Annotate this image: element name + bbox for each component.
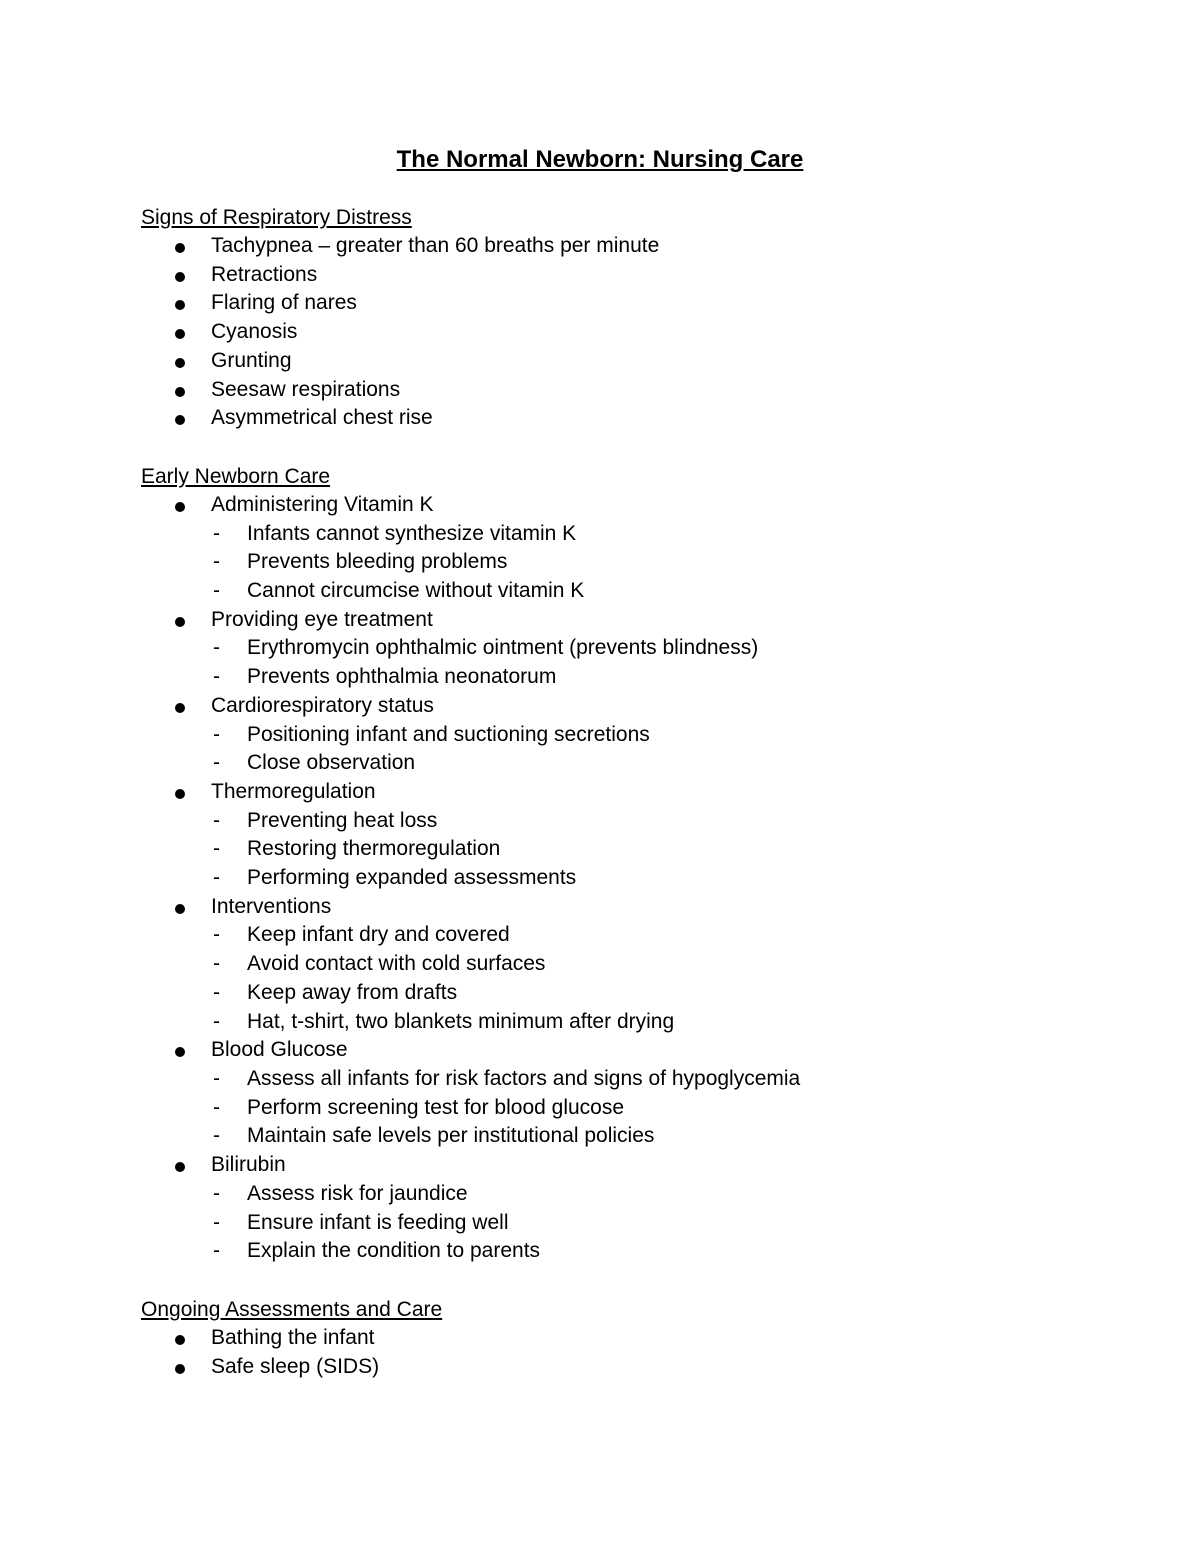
section-heading: Early Newborn Care	[141, 464, 331, 488]
sub-item-text: Preventing heat loss	[247, 808, 438, 832]
sub-item-text: Erythromycin ophthalmic ointment (prevents blindness)	[247, 636, 759, 660]
sub-list	[211, 921, 1121, 1036]
sub-item-text: Infants cannot synthesize vitamin K	[247, 521, 577, 545]
sub-item-text: Positioning infant and suctioning secretions	[247, 722, 650, 746]
dash-icon: -	[213, 579, 220, 603]
dash-icon: -	[213, 837, 220, 861]
bullet-text: Administering Vitamin K	[211, 492, 434, 516]
bullet-text: Tachypnea – greater than 60 breaths per minute	[211, 234, 660, 257]
bullet-text: Cyanosis	[211, 320, 298, 344]
sub-item	[211, 1237, 1121, 1266]
dash-icon: -	[213, 808, 220, 832]
dash-icon: -	[213, 1239, 220, 1263]
bullet-icon	[175, 1047, 185, 1057]
bullet-item	[141, 261, 1121, 290]
sub-list	[211, 634, 1121, 691]
bullet-item	[141, 1151, 1121, 1266]
bullet-list	[141, 491, 1121, 1266]
dash-icon: -	[213, 980, 220, 1004]
dash-icon: -	[213, 1181, 220, 1205]
dash-icon: -	[213, 1124, 220, 1148]
bullet-text: Grunting	[211, 348, 292, 372]
sub-item-text: Restoring thermoregulation	[247, 837, 501, 861]
bullet-icon	[175, 617, 185, 627]
bullet-item	[141, 347, 1121, 376]
bullet-icon	[175, 789, 185, 799]
bullet-text: Thermoregulation	[211, 779, 376, 803]
bullet-text: Safe sleep (SIDS)	[211, 1354, 380, 1378]
bullet-text: Seesaw respirations	[211, 377, 401, 401]
bullet-icon	[175, 415, 185, 425]
sub-item-text: Hat, t-shirt, two blankets minimum after drying	[247, 1009, 675, 1033]
bullet-item	[141, 692, 1121, 778]
sub-item-text: Performing expanded assessments	[247, 866, 577, 890]
sub-item-text: Close observation	[247, 751, 416, 775]
bullet-item	[141, 232, 1121, 261]
dash-icon: -	[213, 751, 220, 775]
bullet-item	[141, 318, 1121, 347]
document-body	[141, 203, 1121, 1410]
sub-item-text: Avoid contact with cold surfaces	[247, 952, 546, 976]
bullet-text: Providing eye treatment	[211, 607, 433, 631]
bullet-text: Flaring of nares	[211, 291, 357, 315]
sub-item-text: Assess all infants for risk factors and signs of hypoglycemia	[247, 1066, 801, 1090]
sub-item	[211, 1122, 1121, 1151]
bullet-text: Asymmetrical chest rise	[211, 406, 433, 430]
bullet-text: Cardiorespiratory status	[211, 693, 434, 717]
sub-item-text: Ensure infant is feeding well	[247, 1210, 509, 1234]
bullet-item	[141, 893, 1121, 1037]
dash-icon: -	[213, 521, 220, 545]
dash-icon: -	[213, 1066, 220, 1090]
sub-item	[211, 749, 1121, 778]
sub-item-text: Assess risk for jaundice	[247, 1181, 468, 1205]
bullet-text: Bilirubin	[211, 1153, 286, 1177]
bullet-icon	[175, 703, 185, 713]
bullet-item	[141, 376, 1121, 405]
bullet-icon	[175, 1162, 185, 1172]
sub-item	[211, 807, 1121, 836]
sub-item	[211, 1094, 1121, 1123]
sub-item	[211, 1209, 1121, 1238]
section	[141, 203, 1121, 433]
dash-icon: -	[213, 866, 220, 890]
sub-list	[211, 807, 1121, 893]
bullet-icon	[175, 300, 185, 310]
sub-item-text: Prevents bleeding problems	[247, 550, 508, 574]
bullet-text: Bathing the infant	[211, 1325, 375, 1349]
dash-icon: -	[213, 1095, 220, 1119]
sub-item	[211, 1180, 1121, 1209]
sub-list	[211, 520, 1121, 606]
bullet-item	[141, 491, 1121, 606]
bullet-item	[141, 1036, 1121, 1151]
sub-item	[211, 864, 1121, 893]
sub-item	[211, 520, 1121, 549]
bullet-icon	[175, 243, 185, 253]
bullet-item	[141, 404, 1121, 433]
sub-item	[211, 721, 1121, 750]
sub-item	[211, 634, 1121, 663]
sub-item-text: Keep away from drafts	[247, 980, 458, 1004]
document-title: The Normal Newborn: Nursing Care	[396, 146, 804, 173]
sub-item-text: Keep infant dry and covered	[247, 923, 510, 947]
sub-item-text: Explain the condition to parents	[247, 1239, 541, 1263]
sub-item	[211, 950, 1121, 979]
sub-item-text: Perform screening test for blood glucose	[247, 1095, 625, 1119]
sub-list	[211, 1180, 1121, 1266]
bullet-item	[141, 289, 1121, 318]
bullet-item	[141, 1353, 1121, 1382]
dash-icon: -	[213, 665, 220, 689]
dash-icon: -	[213, 1009, 220, 1033]
sub-item-text: Maintain safe levels per institutional policies	[247, 1124, 655, 1148]
bullet-item	[141, 606, 1121, 692]
bullet-icon	[175, 904, 185, 914]
dash-icon: -	[213, 636, 220, 660]
bullet-text: Interventions	[211, 894, 332, 918]
dash-icon: -	[213, 722, 220, 746]
section	[141, 462, 1121, 1266]
sub-item	[211, 548, 1121, 577]
sub-item	[211, 979, 1121, 1008]
bullet-icon	[175, 272, 185, 282]
bullet-list	[141, 232, 1121, 433]
dash-icon: -	[213, 952, 220, 976]
bullet-text: Blood Glucose	[211, 1038, 348, 1062]
section-heading: Signs of Respiratory Distress	[141, 206, 412, 229]
dash-icon: -	[213, 550, 220, 574]
sub-list	[211, 721, 1121, 778]
bullet-icon	[175, 358, 185, 368]
bullet-item	[141, 1324, 1121, 1353]
sub-item	[211, 921, 1121, 950]
dash-icon: -	[213, 923, 220, 947]
dash-icon: -	[213, 1210, 220, 1234]
bullet-icon	[175, 1364, 185, 1374]
sub-list	[211, 1065, 1121, 1151]
section	[141, 1295, 1121, 1381]
sub-item	[211, 835, 1121, 864]
bullet-text: Retractions	[211, 262, 318, 286]
sub-item	[211, 577, 1121, 606]
bullet-icon	[175, 502, 185, 512]
sub-item	[211, 1065, 1121, 1094]
bullet-item	[141, 778, 1121, 893]
sub-item-text: Prevents ophthalmia neonatorum	[247, 665, 557, 689]
bullet-icon	[175, 387, 185, 397]
bullet-icon	[175, 1335, 185, 1345]
bullet-icon	[175, 329, 185, 339]
sub-item-text: Cannot circumcise without vitamin K	[247, 579, 585, 603]
section-heading: Ongoing Assessments and Care	[141, 1297, 443, 1321]
sub-item	[211, 1008, 1121, 1037]
bullet-list	[141, 1324, 1121, 1381]
sub-item	[211, 663, 1121, 692]
